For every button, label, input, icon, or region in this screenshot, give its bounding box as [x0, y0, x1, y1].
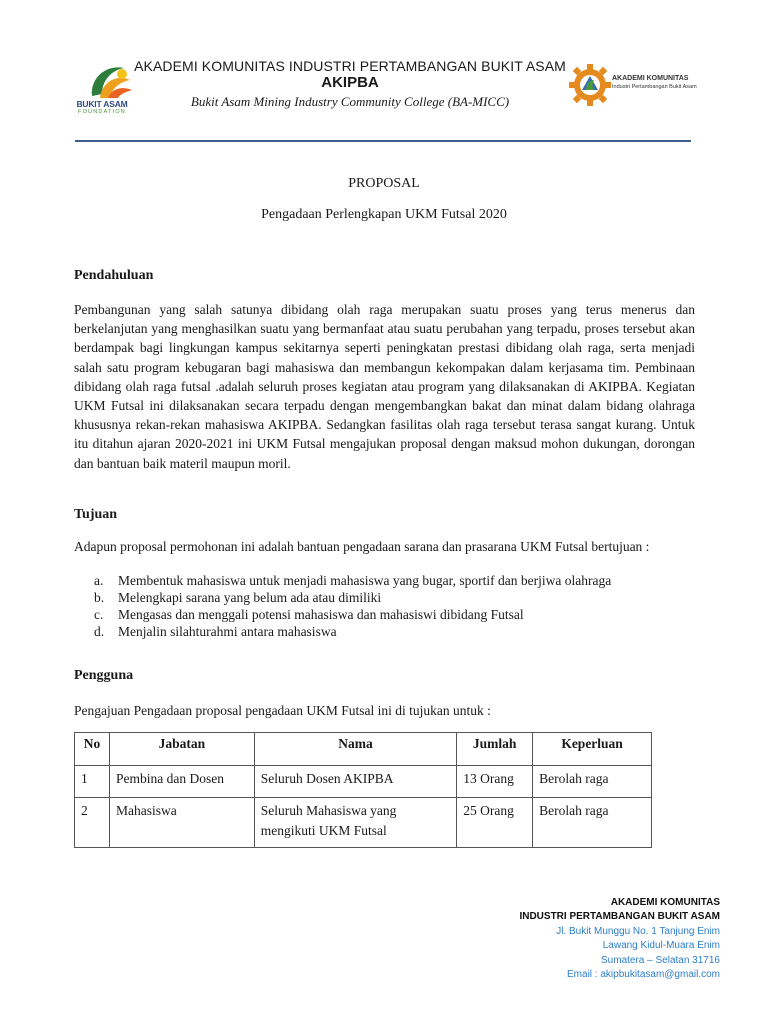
table-row [75, 798, 652, 848]
table-cell: 13 Orang [457, 766, 533, 798]
users-table [74, 732, 652, 848]
header-divider [75, 140, 691, 142]
institution-abbr: AKIPBA [321, 74, 379, 91]
table-row [75, 766, 652, 798]
list-text: Menjalin silahturahmi antara mahasiswa [118, 624, 337, 639]
table-cell: Pembina dan Dosen [109, 766, 254, 798]
users-heading: Pengguna [74, 668, 134, 683]
document-title: PROPOSAL [348, 176, 420, 191]
table-header-cell: Keperluan [533, 733, 652, 766]
footer-address2: Lawang Kidul-Muara Enim [602, 940, 720, 952]
table-header-cell: Jumlah [457, 733, 533, 766]
table-cell: Berolah raga [533, 766, 652, 798]
list-text: Melengkapi sarana yang belum ada atau dimiliki [118, 590, 382, 605]
table-cell: 25 Orang [457, 798, 533, 848]
list-text: Membentuk mahasiswa untuk menjadi mahasiswa yang bugar, sportif dan berjiwa olahraga [118, 573, 612, 588]
table-cell: Seluruh Dosen AKIPBA [254, 766, 457, 798]
table-cell: 2 [75, 798, 110, 848]
goals-heading: Tujuan [74, 507, 118, 522]
list-item [94, 589, 611, 606]
intro-heading: Pendahuluan [74, 268, 154, 283]
table-header-cell: Nama [254, 733, 457, 766]
footer-address1: Jl. Bukit Munggu No. 1 Tanjung Enim [556, 925, 720, 937]
table-header-cell: Jabatan [109, 733, 254, 766]
left-logo-sub: FOUNDATION [78, 109, 126, 115]
institution-name: AKADEMI KOMUNITAS INDUSTRI PERTAMBANGAN BUKIT ASAM [134, 58, 566, 74]
document-subtitle: Pengadaan Perlengkapan UKM Futsal 2020 [261, 207, 507, 222]
right-logo-line1: AKADEMI KOMUNITAS [612, 75, 689, 82]
table-cell: Berolah raga [533, 798, 652, 848]
goals-list [94, 572, 611, 640]
list-marker: c. [94, 607, 104, 622]
users-paragraph: Pengajuan Pengadaan proposal pengadaan UKM Futsal ini di tujukan untuk : [74, 703, 491, 718]
list-text: Mengasas dan menggali potensi mahasiswa dan mahasiswi dibidang Futsal [118, 607, 524, 622]
list-item [94, 623, 611, 640]
list-item [94, 572, 611, 589]
table-cell: 1 [75, 766, 110, 798]
institution-english-name: Bukit Asam Mining Industry Community College (BA-MICC) [190, 94, 510, 109]
table-header-row [75, 733, 652, 766]
list-marker: b. [94, 590, 105, 605]
table-header-cell: No [75, 733, 110, 766]
footer-line2: INDUSTRI PERTAMBANGAN BUKIT ASAM [519, 911, 720, 923]
table-cell: Seluruh Mahasiswa yang mengikuti UKM Futsal [254, 798, 457, 848]
list-marker: d. [94, 624, 105, 639]
goals-paragraph: Adapun proposal permohonan ini adalah bantuan pengadaan sarana dan prasarana UKM Futsal bertujuan : [74, 539, 650, 554]
footer-email-link[interactable]: Email : akipbukitasam@gmail.com [567, 969, 720, 981]
footer-line1: AKADEMI KOMUNITAS [610, 897, 720, 908]
gear-logo-icon [568, 60, 618, 110]
left-logo-name: BUKIT ASAM [76, 99, 128, 109]
list-marker: a. [94, 573, 104, 588]
footer-address3: Sumatera – Selatan 31716 [601, 954, 720, 966]
footer-address [519, 896, 720, 982]
right-logo-line2: Industri Pertambangan Bukit Asam [612, 84, 697, 90]
list-item [94, 606, 611, 623]
intro-paragraph: Pembangunan yang salah satunya dibidang olah raga merupakan suatu proses yang terus menerus dan berkelanjutan yang menghasilkan suatu yang bermanfaat atau suatu perubahan yang terpadu, proses tersebut akan berdampak bagi lingkungan kampus sekitarnya seperti peningkatan prestasi dibidang olah raga, serta menjadi salah satu program kebugaran bagi mahasiswa dan membangun kekompakan dalam kerjasama tim. Pembinaan dibidang olah raga futsal .adalah seluruh proses kegiatan atau program yang dilaksanakan di AKIPBA. Kegiatan UKM Futsal ini dilaksanakan secara terpadu dengan mengembangkan bakat dan minat dalam bidang olahraga khususnya rekan-rekan mahasiswa AKIPBA. Sedangkan fasilitas olah raga tersebut terasa sangat kurang. Untuk itu ditahun ajaran 2020-2021 ini UKM Futsal mengajukan proposal dengan maksud mohon dukungan, dorongan dan bantuan baik materil maupun moril. [74, 302, 695, 471]
table-cell: Mahasiswa [109, 798, 254, 848]
